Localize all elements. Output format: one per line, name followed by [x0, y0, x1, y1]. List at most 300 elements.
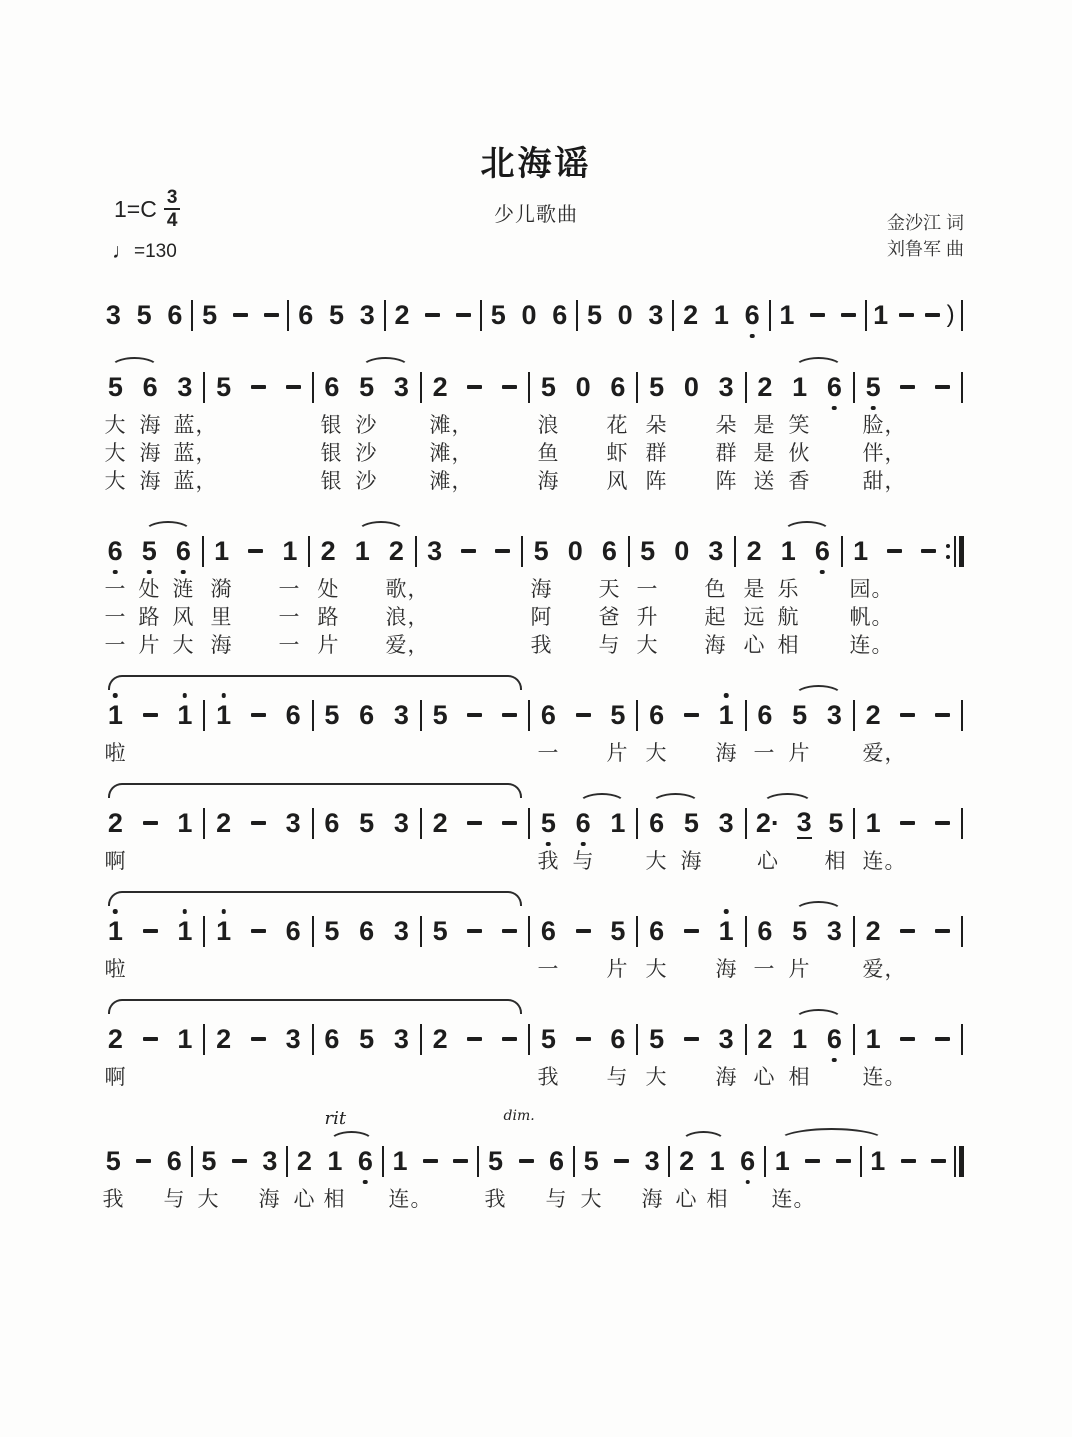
note: 5 [359, 808, 375, 838]
lyric-syllable: 伙 [788, 442, 811, 465]
barline [636, 1024, 638, 1055]
note: 2 [865, 700, 881, 730]
measure [315, 808, 419, 838]
note: 6 [324, 372, 340, 402]
barline [672, 300, 674, 331]
barline [382, 1146, 384, 1177]
note: 6 [649, 808, 665, 838]
note: 5 [201, 1146, 217, 1176]
token-row [98, 1144, 964, 1178]
lyric-syllable: 滩， [429, 442, 474, 465]
note: 0 [521, 300, 537, 330]
measure [531, 372, 635, 402]
measure [856, 808, 960, 838]
music-line [98, 888, 964, 984]
lyric-syllable: 海 [139, 414, 162, 437]
lyric-syllable: 沙 [355, 470, 378, 493]
measure [98, 916, 202, 946]
octave-dot-below [745, 1180, 750, 1185]
lyric-syllable: 鱼 [537, 442, 560, 465]
measure [98, 300, 190, 330]
lyric-syllable: 是 [753, 442, 776, 465]
barline [191, 1146, 193, 1177]
note: 3 [718, 808, 734, 838]
barline [576, 300, 578, 331]
lyric-syllable: 心 [675, 1188, 698, 1211]
note: 6 [549, 1146, 565, 1176]
note: 3 [718, 1024, 734, 1054]
lyric-syllable: 我 [537, 850, 560, 873]
measure [844, 536, 947, 566]
note: 5 [828, 808, 844, 838]
note: 3 [393, 372, 409, 402]
note: 5 [432, 700, 448, 730]
lyric-syllable: 一 [537, 958, 560, 981]
expression-mark-rit: rit [324, 1108, 347, 1129]
music-line [98, 780, 964, 876]
token-row [98, 370, 964, 404]
lyric-syllable: 一 [278, 606, 301, 629]
note: 5 [541, 808, 556, 838]
note: 5 [683, 808, 699, 838]
duration-dash [935, 821, 950, 825]
barline [203, 1024, 205, 1055]
duration-dash [502, 821, 517, 825]
tempo-value: =130 [134, 241, 177, 262]
note: 1 [713, 300, 729, 330]
lyric-syllable: 笑 [788, 414, 811, 437]
duration-dash [233, 313, 248, 317]
lyric-syllable: 滩， [429, 470, 474, 493]
lyric-syllable: 啦 [104, 742, 127, 765]
measure [856, 916, 960, 946]
lyric-syllable: 片 [138, 634, 161, 657]
duration-dash [495, 549, 510, 553]
octave-dot-below [363, 1180, 368, 1185]
measure [98, 1024, 202, 1054]
lyric-syllable: 与 [606, 1066, 629, 1089]
note: 5 [490, 300, 506, 330]
meter-denominator: 4 [166, 210, 178, 231]
note: 6 [601, 536, 617, 566]
duration-dash [453, 1159, 468, 1163]
note: 5 [359, 1024, 375, 1054]
lyric-syllable: 海 [210, 634, 233, 657]
octave-dot-above [221, 693, 226, 698]
lyric-syllable: 脸， [862, 414, 907, 437]
duration-dash [456, 313, 471, 317]
measure [531, 916, 635, 946]
phrase-slur [108, 675, 522, 690]
note: 1 [774, 1146, 790, 1176]
measure [206, 808, 310, 838]
duration-dash [502, 1037, 517, 1041]
lyric-row [98, 440, 964, 468]
lyric-syllable: 起 [704, 606, 727, 629]
measure [423, 1024, 527, 1054]
measure [206, 372, 310, 402]
measure [315, 700, 419, 730]
lyric-syllable: 处 [317, 578, 340, 601]
barline [384, 300, 386, 331]
lyric-syllable: 心 [743, 634, 766, 657]
measure [418, 536, 521, 566]
end-repeat-barline [946, 536, 964, 567]
note: 6 [610, 372, 626, 402]
measure [772, 300, 864, 330]
note: 1 [719, 700, 734, 730]
note: 6 [576, 808, 591, 838]
barline [745, 808, 747, 839]
lyric-syllable: 相 [323, 1188, 346, 1211]
measure [639, 808, 743, 838]
note: 5 [324, 700, 340, 730]
barline [521, 536, 523, 567]
note: 5 [432, 916, 448, 946]
lyric-row [98, 412, 964, 440]
phrase-slur [108, 783, 522, 798]
note: 6 [285, 700, 301, 730]
lyric-syllable: 大 [104, 442, 127, 465]
measure [531, 700, 635, 730]
note: 1 [177, 808, 193, 838]
note: 5 [649, 372, 665, 402]
note: 6 [540, 916, 556, 946]
note: 3 [708, 536, 724, 566]
note: 6 [745, 300, 760, 330]
barline [961, 700, 963, 731]
note: 1 [792, 372, 808, 402]
lyric-syllable: 蓝， [173, 442, 218, 465]
lyric-syllable: 漪 [210, 578, 233, 601]
barline [528, 372, 530, 403]
octave-dot-below [181, 570, 186, 575]
duration-dash [921, 549, 936, 553]
lyric-syllable: 相 [824, 850, 847, 873]
token-row [98, 806, 964, 840]
note: 3 [393, 808, 409, 838]
lyric-syllable: 片 [788, 742, 811, 765]
barline [308, 536, 310, 567]
closing-paren: ) [946, 301, 955, 328]
barline [191, 300, 193, 331]
note: 5 [540, 1024, 556, 1054]
duration-dash [248, 549, 263, 553]
octave-dot-above [724, 693, 729, 698]
note: 6 [649, 916, 665, 946]
note: 0 [617, 300, 633, 330]
measure [290, 300, 382, 330]
barline [865, 300, 867, 331]
slur [762, 793, 813, 804]
note: 1 [870, 1146, 886, 1176]
lyric-syllable: 路 [138, 606, 161, 629]
barline [961, 300, 963, 331]
music-line [98, 272, 964, 332]
note: 6 [827, 1024, 842, 1054]
note: 2 [746, 536, 762, 566]
measure [748, 372, 852, 402]
lyric-syllable: 风 [172, 606, 195, 629]
thin-bar [954, 1146, 956, 1177]
lyric-syllable: 处 [138, 578, 161, 601]
lyricist: 金沙江 词 [886, 213, 964, 233]
lyric-syllable: 远 [743, 606, 766, 629]
note: 3 [262, 1146, 278, 1176]
lyric-syllable: 心 [293, 1188, 316, 1211]
note: 1 [779, 300, 795, 330]
duration-dash [251, 385, 266, 389]
duration-dash [423, 1159, 438, 1163]
lyric-syllable: 升 [636, 606, 659, 629]
lyric-syllable: 相 [706, 1188, 729, 1211]
note: 6 [324, 808, 340, 838]
lyric-syllable: 花 [606, 414, 629, 437]
barline [628, 536, 630, 567]
note: 3 [177, 372, 193, 402]
measure [206, 1024, 310, 1054]
note: 5 [792, 916, 808, 946]
lyric-row [98, 468, 964, 496]
octave-dot-above [113, 693, 118, 698]
lyric-syllable: 伴， [862, 442, 907, 465]
measure [576, 1146, 668, 1176]
duration-dash [576, 1037, 591, 1041]
measure [639, 1024, 743, 1054]
slur [794, 685, 843, 696]
duration-dash [900, 1037, 915, 1041]
lyric-syllable: 一 [278, 634, 301, 657]
lyric-row [98, 576, 964, 604]
meter-numerator: 3 [164, 188, 181, 210]
measure [639, 372, 743, 402]
measure [748, 807, 852, 839]
lyric-syllable: 相 [788, 1066, 811, 1089]
duration-dash [900, 385, 915, 389]
lyric-syllable: 歌， [385, 578, 430, 601]
slur [357, 521, 405, 532]
barline [203, 372, 205, 403]
measure [748, 1024, 852, 1054]
barline [734, 536, 736, 567]
octave-dot-above [183, 909, 188, 914]
note: 2 [216, 808, 232, 838]
note: 0 [674, 536, 690, 566]
note: 5 [216, 372, 232, 402]
lyric-syllable: 阵 [715, 470, 738, 493]
thin-bar [954, 536, 956, 567]
octave-dot-below [546, 842, 551, 847]
lyric-syllable: 银 [320, 442, 343, 465]
measure [315, 1024, 419, 1054]
lyric-syllable: 一 [104, 578, 127, 601]
note: 6 [142, 372, 158, 402]
note: 5 [649, 1024, 665, 1054]
duration-dash [143, 929, 158, 933]
lyric-row [98, 632, 964, 660]
note: 3 [427, 536, 443, 566]
barline [860, 1146, 862, 1177]
note: 1 [709, 1146, 725, 1176]
note: 6 [108, 536, 123, 566]
repeat-dots [946, 544, 950, 559]
lyric-syllable: 色 [704, 578, 727, 601]
lyric-syllable: 与 [163, 1188, 186, 1211]
note: 3 [796, 807, 812, 837]
lyric-syllable: 海 [715, 742, 738, 765]
note: 2 [394, 300, 410, 330]
note: 2· [755, 808, 780, 838]
song-title: 北海谣 [480, 145, 592, 183]
lyric-syllable: 连。 [862, 1066, 907, 1089]
duration-dash [136, 1159, 151, 1163]
barline [203, 700, 205, 731]
note: 3 [393, 700, 409, 730]
measure [206, 916, 310, 946]
barline [573, 1146, 575, 1177]
barline [745, 700, 747, 731]
lyric-syllable: 海 [139, 442, 162, 465]
note: 5 [136, 300, 152, 330]
measure [856, 700, 960, 730]
barline [203, 916, 205, 947]
note: 3 [359, 300, 375, 330]
credits [887, 210, 964, 262]
octave-dot-above [113, 909, 118, 914]
note: 5 [866, 372, 881, 402]
note: 5 [586, 300, 602, 330]
octave-dot-below [113, 570, 118, 575]
barline [961, 1024, 963, 1055]
note: 1 [108, 916, 123, 946]
time-signature [164, 188, 181, 230]
note: 3 [826, 916, 842, 946]
duration-dash [901, 1159, 916, 1163]
note: 1 [177, 1024, 193, 1054]
note: 3 [285, 808, 301, 838]
barline [961, 808, 963, 839]
music-line [98, 508, 964, 660]
note: 1 [177, 700, 192, 730]
duration-dash [251, 713, 266, 717]
note: 5 [359, 372, 375, 402]
lyric-syllable: 群 [715, 442, 738, 465]
note: 2 [432, 808, 448, 838]
octave-dot-below [750, 334, 755, 339]
score-lines [98, 272, 964, 1214]
duration-dash [836, 1159, 851, 1163]
duration-dash [286, 385, 301, 389]
slur [329, 1131, 374, 1142]
measure [480, 1146, 572, 1176]
lyric-syllable: 海 [641, 1188, 664, 1211]
barline [312, 1024, 314, 1055]
lyric-syllable: 帆。 [849, 606, 894, 629]
lyric-syllable: 大 [636, 634, 659, 657]
note: 3 [105, 300, 121, 330]
lyric-syllable: 相 [777, 634, 800, 657]
token-row [98, 1022, 964, 1056]
duration-dash [684, 929, 699, 933]
lyric-syllable: 爱， [385, 634, 430, 657]
barline [853, 700, 855, 731]
duration-dash [264, 313, 279, 317]
note: 5 [540, 372, 556, 402]
octave-dot-above [183, 693, 188, 698]
lyric-syllable: 海 [680, 850, 703, 873]
measure [423, 372, 527, 402]
phrase-slur [108, 999, 522, 1014]
lyric-syllable: 连。 [771, 1188, 816, 1211]
lyric-syllable: 一 [636, 578, 659, 601]
duration-dash [502, 929, 517, 933]
lyric-syllable: 我 [530, 634, 553, 657]
lyric-syllable: 大 [645, 958, 668, 981]
measure [98, 700, 202, 730]
duration-dash [684, 713, 699, 717]
note: 5 [583, 1146, 599, 1176]
barline [853, 1024, 855, 1055]
note: 6 [285, 916, 301, 946]
measure [194, 1146, 286, 1176]
barline [528, 916, 530, 947]
lyric-syllable: 啊 [104, 850, 127, 873]
barline [528, 700, 530, 731]
note: 6 [298, 300, 314, 330]
barline [745, 1024, 747, 1055]
note: 2 [107, 1024, 123, 1054]
duration-dash [143, 821, 158, 825]
barline [312, 700, 314, 731]
lyric-syllable: 我 [484, 1188, 507, 1211]
barline [636, 372, 638, 403]
lyric-syllable: 一 [753, 958, 776, 981]
measure [387, 300, 479, 330]
lyric-syllable: 大 [104, 470, 127, 493]
token-row [98, 298, 964, 332]
note: 1 [327, 1146, 343, 1176]
lyric-syllable: 蓝， [173, 414, 218, 437]
header [0, 0, 1072, 272]
lyric-syllable: 啊 [104, 1066, 127, 1089]
duration-dash [519, 1159, 534, 1163]
slur [794, 1009, 843, 1020]
note: 2 [757, 372, 773, 402]
lyric-row [98, 1186, 964, 1214]
music-line [98, 672, 964, 768]
duration-dash [143, 1037, 158, 1041]
note: 6 [757, 916, 773, 946]
duration-dash [467, 929, 482, 933]
duration-dash [467, 821, 482, 825]
lyric-syllable: 滩， [429, 414, 474, 437]
lyric-row [98, 848, 964, 876]
octave-dot-below [871, 406, 876, 411]
note: 6 [166, 1146, 182, 1176]
note: 6 [610, 1024, 626, 1054]
token-row [98, 534, 964, 568]
note: 5 [142, 536, 157, 566]
lyric-syllable: 阵 [645, 470, 668, 493]
lyric-syllable: 沙 [355, 414, 378, 437]
octave-dot-below [832, 1058, 837, 1063]
lyric-syllable: 我 [537, 1066, 560, 1089]
lyric-syllable: 大 [197, 1188, 220, 1211]
duration-dash [251, 821, 266, 825]
lyric-syllable: 连。 [849, 634, 894, 657]
lyric-syllable: 一 [104, 606, 127, 629]
note: 2 [432, 1024, 448, 1054]
